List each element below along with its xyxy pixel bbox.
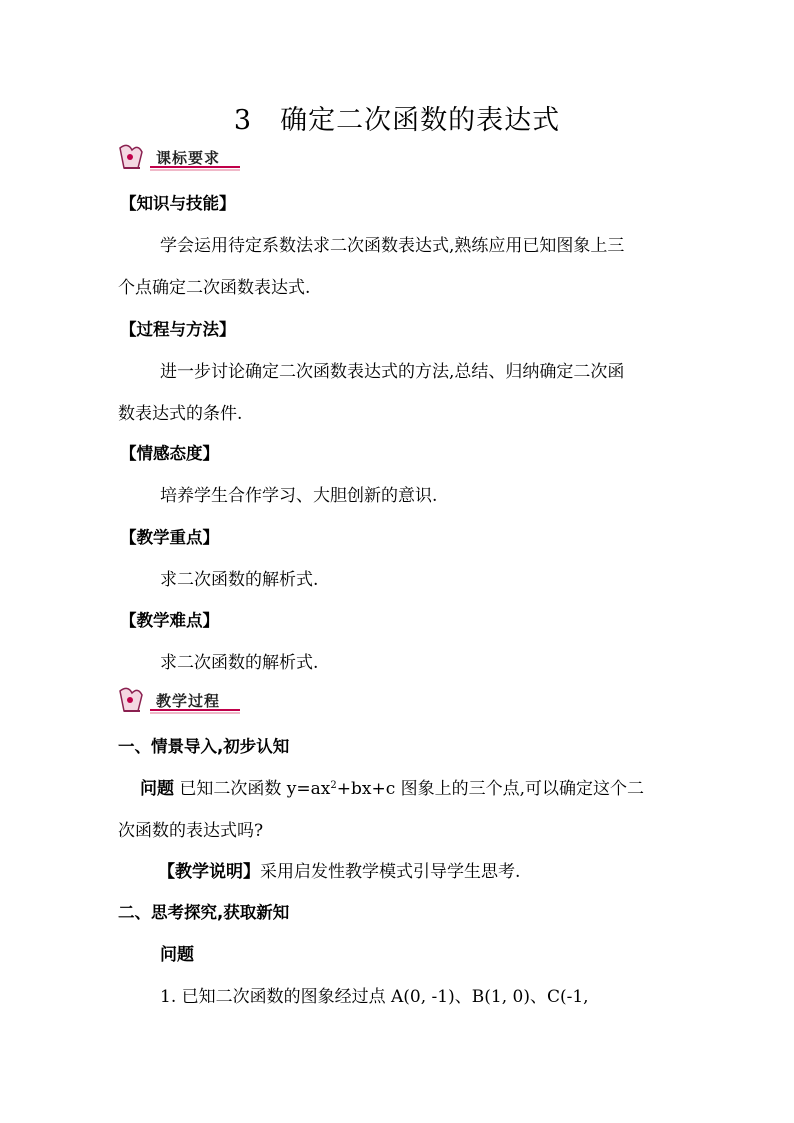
requirements-banner-label: 课标要求 — [156, 149, 221, 167]
section2-item-1: 1. 已知二次函数的图象经过点 A(0, -1)、B(1, 0)、C(-1, — [160, 987, 589, 1007]
knowledge-line-1: 学会运用待定系数法求二次函数表达式,熟练应用已知图象上三 — [160, 236, 625, 256]
keypoint-heading: 【教学重点】 — [120, 528, 219, 547]
emotion-heading: 【情感态度】 — [120, 444, 219, 463]
page-title — [0, 98, 794, 137]
requirements-banner — [116, 140, 242, 174]
section1-question — [140, 774, 644, 799]
process-banner-label: 教学过程 — [156, 692, 221, 710]
section1-question-pre: 已知二次函数 y=ax — [179, 779, 331, 799]
title-number: 3 — [233, 105, 253, 136]
section1-note-label: 【教学说明】 — [158, 862, 260, 882]
section1-heading: 一、情景导入,初步认知 — [118, 737, 290, 756]
section1-question-sup: 2 — [330, 780, 337, 791]
process-banner — [116, 683, 242, 717]
difficulty-line-1: 求二次函数的解析式. — [160, 653, 319, 673]
keypoint-line-1: 求二次函数的解析式. — [160, 570, 319, 590]
emotion-line-1: 培养学生合作学习、大胆创新的意识. — [160, 486, 438, 506]
section1-question-label: 问题 — [140, 779, 174, 799]
method-heading: 【过程与方法】 — [120, 320, 236, 339]
section2-question-label: 问题 — [160, 945, 194, 965]
section2-heading: 二、思考探究,获取新知 — [118, 903, 290, 922]
section1-note — [158, 857, 520, 882]
section1-question-line-2: 次函数的表达式吗? — [118, 821, 264, 841]
knowledge-heading: 【知识与技能】 — [120, 194, 236, 213]
method-line-2: 数表达式的条件. — [118, 404, 243, 424]
title-text: 确定二次函数的表达式 — [280, 105, 561, 136]
method-line-1: 进一步讨论确定二次函数表达式的方法,总结、归纳确定二次函 — [160, 362, 625, 382]
difficulty-heading: 【教学难点】 — [120, 611, 219, 630]
section1-question-post: +bx+c 图象上的三个点,可以确定这个二 — [336, 779, 645, 799]
knowledge-line-2: 个点确定二次函数表达式. — [118, 278, 311, 298]
section1-note-text: 采用启发性教学模式引导学生思考. — [260, 862, 521, 882]
